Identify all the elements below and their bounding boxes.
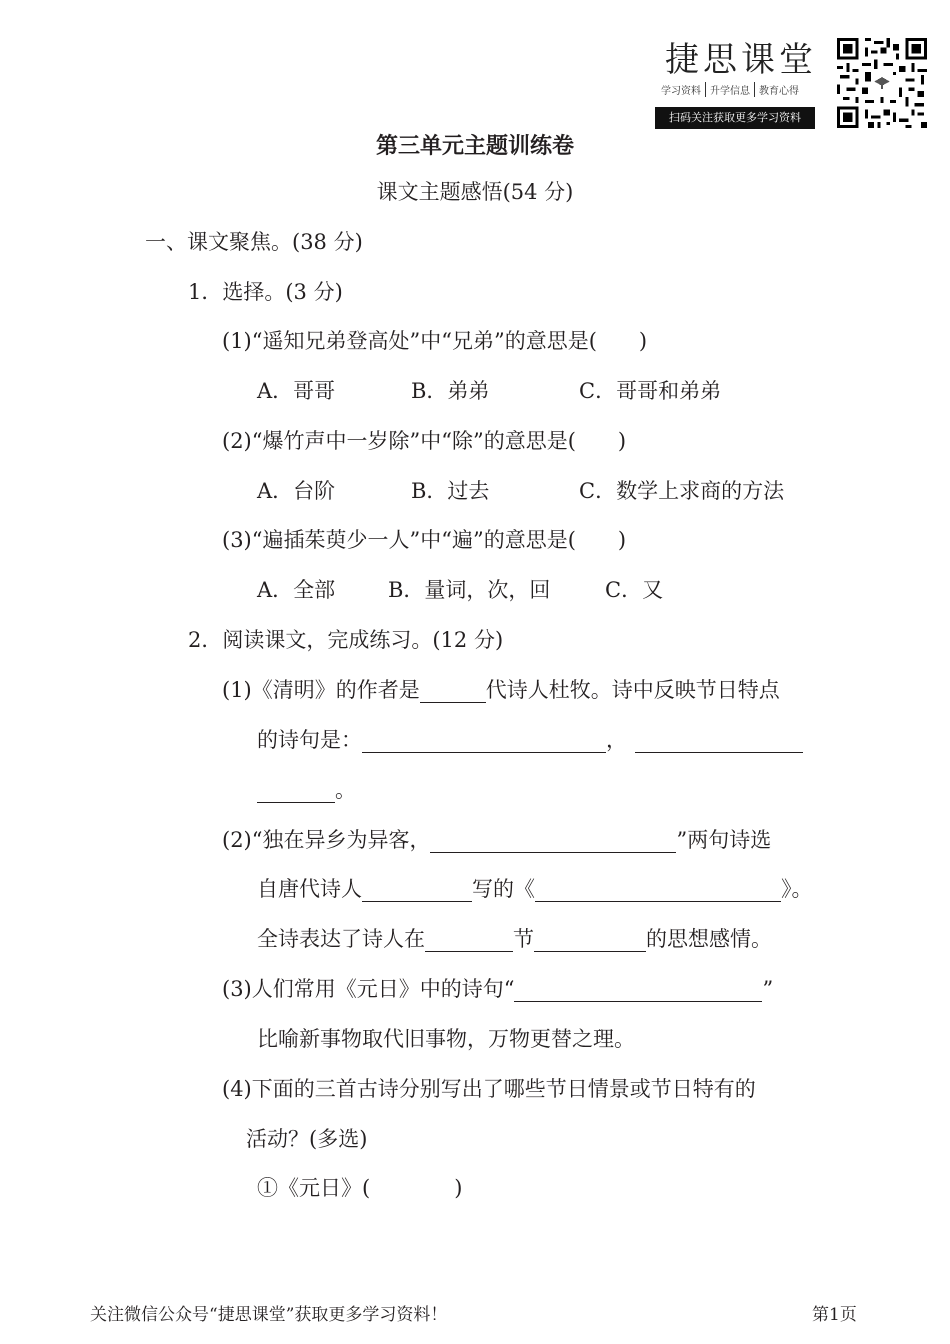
section-subtitle: 课文主题感悟(54 分) <box>376 180 574 204</box>
answer-blank[interactable] <box>430 830 676 853</box>
question-1-3-stem: (3)“遍插茱萸少一人”中“遍”的意思是( ) <box>222 528 627 552</box>
option-a[interactable]: A．台阶 <box>257 479 336 503</box>
answer-blank[interactable] <box>514 979 762 1002</box>
question-1-1-stem: (1)“遥知兄弟登高处”中“兄弟”的意思是( ) <box>222 329 648 353</box>
question-text: 的思想感情。 <box>646 927 772 951</box>
option-c[interactable]: C．又 <box>605 578 664 602</box>
question-2-3-line-2: 比喻新事物取代旧事物，万物更替之理。 <box>257 1027 635 1051</box>
option-b[interactable]: B．过去 <box>411 479 490 503</box>
question-text: 全诗表达了诗人在 <box>257 927 425 951</box>
question-text: 写的《 <box>472 877 535 901</box>
question-text: 的诗句是： <box>257 728 362 752</box>
page-number: 第1页 <box>812 1305 857 1325</box>
question-2-4-line-2: 活动？(多选) <box>246 1127 368 1151</box>
question-2-1-line-1 <box>222 677 780 703</box>
option-a[interactable]: A．全部 <box>257 578 336 602</box>
option-a[interactable]: A．哥哥 <box>257 379 336 403</box>
answer-blank[interactable] <box>420 680 486 703</box>
question-text: 自唐代诗人 <box>257 877 362 901</box>
option-b[interactable]: B．量词，次，回 <box>388 578 551 602</box>
brand-tag: 升学信息 <box>706 82 755 97</box>
question-2-1-line-2 <box>257 727 803 753</box>
answer-blank[interactable] <box>362 730 606 753</box>
option-b[interactable]: B．弟弟 <box>411 379 490 403</box>
answer-blank[interactable] <box>534 929 646 952</box>
brand-tag: 教育心得 <box>759 86 799 97</box>
question-text: 》。 <box>781 877 813 901</box>
answer-blank[interactable] <box>535 879 781 902</box>
question-1-2-stem: (2)“爆竹声中一岁除”中“除”的意思是( ) <box>222 429 627 453</box>
page-title: 第三单元主题训练卷 <box>375 133 574 159</box>
option-c[interactable]: C．数学上求商的方法 <box>579 479 785 503</box>
question-text: (1)《清明》的作者是 <box>222 678 420 702</box>
question-2-1-line-3 <box>257 777 356 803</box>
brand-tag: 学习资料 <box>657 82 706 97</box>
answer-blank[interactable] <box>257 780 335 803</box>
answer-blank[interactable] <box>635 730 803 753</box>
footer-note: 关注微信公众号“捷思课堂”获取更多学习资料！ <box>90 1305 448 1325</box>
question-2-4-line-1: (4)下面的三首古诗分别写出了哪些节日情景或节日特有的 <box>222 1077 756 1101</box>
option-c[interactable]: C．哥哥和弟弟 <box>579 379 722 403</box>
answer-blank[interactable] <box>425 929 513 952</box>
question-2-label: 2．阅读课文，完成练习。(12 分) <box>188 628 504 652</box>
qr-code-icon <box>837 38 927 128</box>
brand-tags <box>657 82 803 97</box>
question-text: 。 <box>335 778 356 802</box>
question-text: 代诗人杜牧。诗中反映节日特点 <box>485 678 780 702</box>
question-text: 节 <box>513 927 534 951</box>
question-text: (2)“独在异乡为异客， <box>222 828 431 852</box>
question-text: ”两句诗选 <box>676 828 772 852</box>
question-2-2-line-1 <box>222 827 771 853</box>
brand-slogan: 扫码关注获取更多学习资料 <box>655 107 815 129</box>
question-2-3-line-1 <box>222 976 773 1002</box>
question-2-2-line-2 <box>257 876 813 902</box>
answer-blank[interactable] <box>362 879 472 902</box>
section-heading: 一、课文聚焦。(38 分) <box>145 230 363 254</box>
brand-name: 捷思课堂 <box>665 40 817 80</box>
question-text: ” <box>762 977 774 1001</box>
question-text: (3)人们常用《元日》中的诗句“ <box>222 977 515 1001</box>
question-text: ， <box>606 728 627 752</box>
question-2-2-line-3 <box>257 926 772 952</box>
question-1-label: 1．选择。(3 分) <box>188 280 343 304</box>
question-2-4-item-1: ①《元日》( ) <box>257 1176 463 1200</box>
